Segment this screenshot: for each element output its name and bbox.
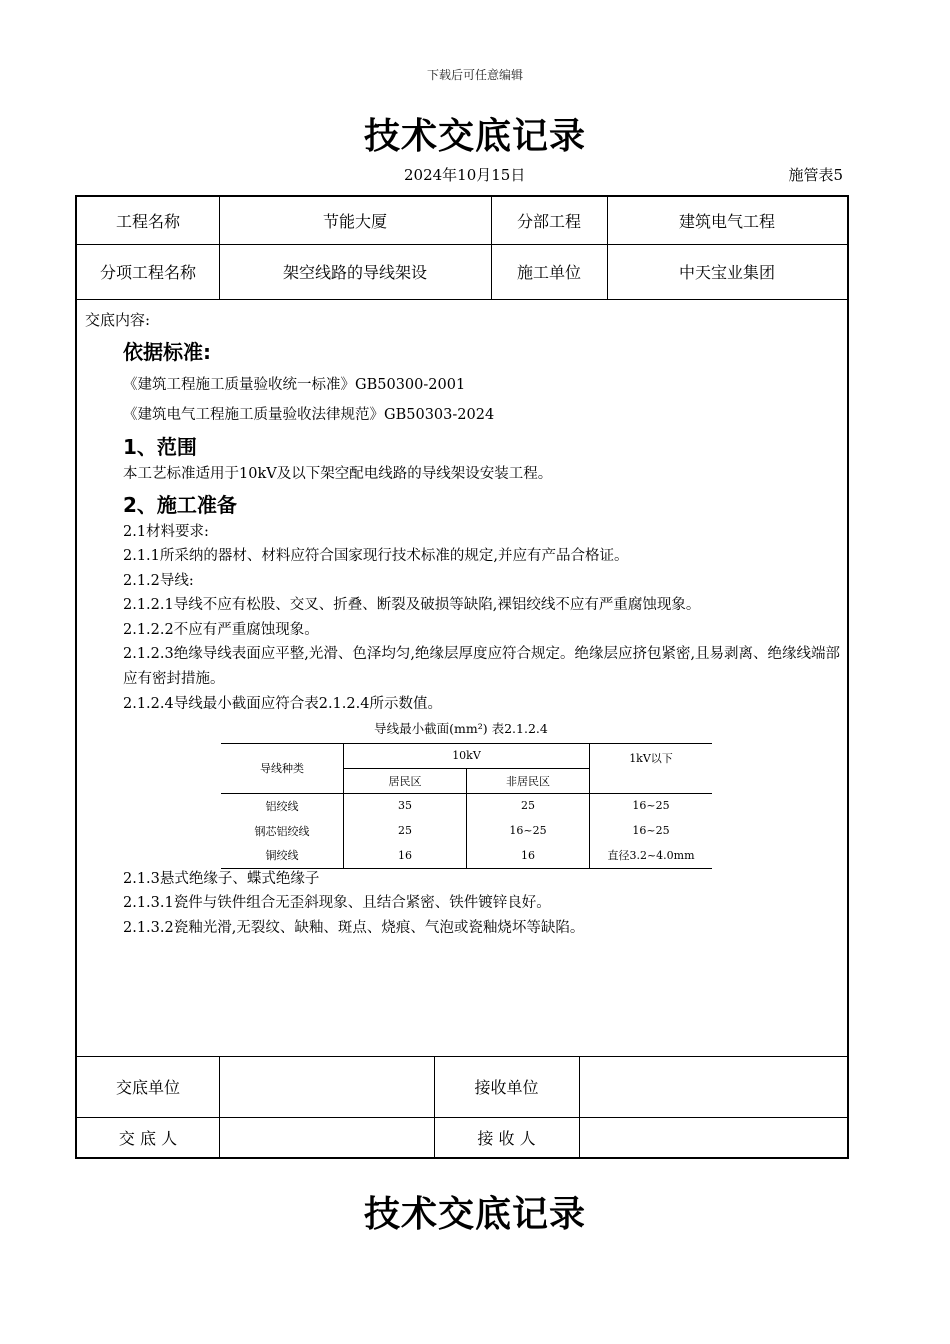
division-label: 分部工程	[516, 212, 581, 231]
content-line: 2.1.1所采纳的器材、材料应符合国家现行技术标准的规定,并应有产品合格证。	[123, 548, 629, 564]
content-line: 2.1.3悬式绝缘子、蝶式绝缘子	[123, 870, 320, 887]
cell-type: 铜绞线	[221, 843, 344, 868]
unit-label: 施工单位	[516, 263, 581, 282]
table-caption: 导线最小截面(mm²) 表2.1.2.4	[374, 720, 548, 736]
cell-1kv: 直径3.2~4.0mm	[590, 843, 713, 868]
project-name-value: 节能大厦	[322, 212, 387, 231]
th-10kv: 10kV	[344, 743, 590, 768]
record-date: 2024年10月15日	[404, 166, 526, 184]
basis-standard-1: 《建筑工程施工质量验收统一标准》GB50300-2001	[123, 377, 466, 393]
cell-non-residential: 25	[467, 793, 590, 818]
subitem-label: 分项工程名称	[99, 263, 196, 282]
unit-value: 中天宝业集团	[678, 263, 775, 282]
content-line: 2.1.2.3绝缘导线表面应平整,光滑、色泽均匀,绝缘层厚度应符合规定。绝缘层应挤包紧密,且易剥离、绝缘线端部应有密封措施。	[123, 646, 841, 687]
content-line: 2.1.3.1瓷件与铁件组合无歪斜现象、且结合紧密、铁件镀锌良好。	[123, 895, 551, 911]
table-row	[221, 843, 712, 868]
project-name-label: 工程名称	[115, 212, 180, 231]
th-non-residential: 非居民区	[467, 768, 590, 793]
table-row	[221, 818, 712, 843]
handover-unit-label: 交底单位	[115, 1078, 180, 1097]
cell-1kv: 16~25	[590, 793, 713, 818]
receiving-person-field[interactable]	[579, 1117, 847, 1157]
conductor-section-table	[221, 743, 712, 869]
th-1kv: 1kV以下	[590, 743, 713, 793]
page-title: 技术交底记录	[363, 116, 586, 157]
content-line: 2.1.2.4导线最小截面应符合表2.1.2.4所示数值。	[123, 696, 442, 712]
next-page-title: 技术交底记录	[363, 1194, 586, 1235]
header-note: 下载后可任意编辑	[426, 68, 523, 82]
division-value: 建筑电气工程	[678, 212, 775, 231]
content-line: 2.1.2.2不应有严重腐蚀现象。	[123, 621, 319, 638]
form-number: 施管表5	[788, 166, 843, 184]
handover-content	[85, 307, 845, 940]
handover-unit-field[interactable]	[219, 1056, 434, 1117]
cell-type: 钢芯铝绞线	[254, 824, 310, 838]
th-conductor-type: 导线种类	[221, 743, 344, 793]
content-line: 2.1.2.1导线不应有松股、交叉、折叠、断裂及破损等缺陷,裸铝绞线不应有严重腐蚀现象。	[123, 597, 701, 613]
basis-heading: 依据标准:	[123, 340, 211, 364]
table-row	[221, 793, 712, 818]
scope-heading: 1、范围	[123, 435, 197, 459]
content-line: 2.1材料要求:	[123, 523, 209, 540]
cell-type: 铝绞线	[265, 799, 299, 813]
th-residential: 居民区	[344, 768, 467, 793]
content-line: 2.1.2导线:	[123, 572, 194, 589]
handover-person-label: 交 底 人	[118, 1128, 178, 1148]
subitem-value: 架空线路的导线架设	[282, 263, 427, 282]
receiving-unit-label: 接收单位	[474, 1078, 539, 1097]
content-label: 交底内容:	[85, 311, 151, 329]
cell-non-residential: 16	[467, 843, 590, 868]
cell-residential: 25	[344, 818, 467, 843]
content-line: 2.1.3.2瓷釉光滑,无裂纹、缺釉、斑点、烧痕、气泡或瓷釉烧坏等缺陷。	[123, 919, 585, 936]
receiving-person-label: 接 收 人	[477, 1128, 536, 1148]
receiving-unit-field[interactable]	[579, 1056, 847, 1117]
cell-residential: 16	[344, 843, 467, 868]
prep-heading: 2、施工准备	[123, 492, 237, 517]
scope-text: 本工艺标准适用于10kV及以下架空配电线路的导线架设安装工程。	[123, 466, 553, 482]
basis-standard-2: 《建筑电气工程施工质量验收法律规范》GB50303-2024	[123, 406, 495, 423]
cell-1kv: 16~25	[590, 818, 713, 843]
record-form	[75, 195, 849, 1159]
handover-person-field[interactable]	[219, 1117, 434, 1157]
cell-residential: 35	[344, 793, 467, 818]
cell-non-residential: 16~25	[467, 818, 590, 843]
